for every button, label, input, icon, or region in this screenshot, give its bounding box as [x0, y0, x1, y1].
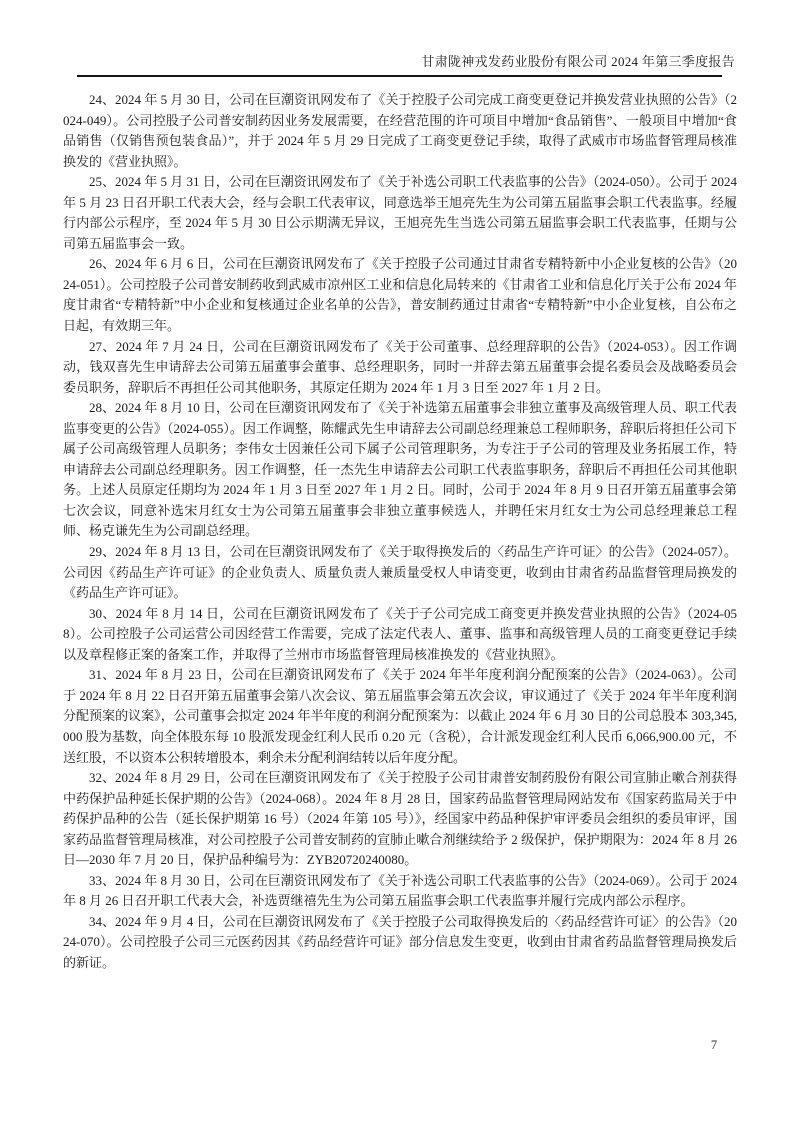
report-paragraph: 29、2024 年 8 月 13 日，公司在巨潮资讯网发布了《关于取得换发后的〈药品生产许可证〉的公告》（2024-057）。公司因《药品生产许可证》的企业负责人、质量负责人兼质量受权人申请变更，收到由甘肃省药品监督管理局换发的《药品生产许可证》。: [63, 544, 737, 601]
page-header: [63, 51, 737, 77]
report-paragraph: 31、2024 年 8 月 23 日，公司在巨潮资讯网发布了《关于 2024 年半年度利润分配预案的公告》（2024-063）。公司于 2024 年 8 月 22 日召开第五届董事会第八次会议、第五届监事会第五次会议，审议通过了《关于 2024 年半年度利润分配预案的议案》，公司董事会拟定 2024 年半年度的利润分配预案为：以截止 2024 年 6 月 30 日的公司总股本 303,345,000 股为基数，向全体股东每 10 股派发现金红利人民币 0.20 元（含税），合计派发现金红利人民币 6,066,900.00 元，不送红股，不以资本公积转增股本，剩余未分配利润结转以后年度分配。: [63, 667, 737, 765]
report-paragraph: 26、2024 年 6 月 6 日，公司在巨潮资讯网发布了《关于控股子公司通过甘肃省专精特新中小企业复核的公告》（2024-051）。公司控股子公司普安制药收到武威市凉州区工业和信息化局转来的《甘肃省工业和信息化厅关于公布 2024 年度甘肃省“专精特新”中小企业和复核通过企业名单的公告》，普安制药通过甘肃省“专精特新”中小企业复核，自公布之日起，有效期三年。: [63, 256, 737, 334]
report-paragraph: 34、2024 年 9 月 4 日，公司在巨潮资讯网发布了《关于控股子公司取得换发后的〈药品经营许可证〉的公告》（2024-070）。公司控股子公司三元医药因其《药品经营许可证》部分信息发生变更，收到由甘肃省药品监督管理局换发后的新证。: [63, 913, 737, 970]
report-paragraph: 25、2024 年 5 月 31 日，公司在巨潮资讯网发布了《关于补选公司职工代表监事的公告》（2024-050）。公司于 2024 年 5 月 23 日召开职工代表大会，经与会职工代表审议，同意选举王旭亮先生为公司第五届监事会职工代表监事。经履行内部公示程序，至 2024 年 5 月 30 日公示期满无异议，王旭亮先生当选公司第五届监事会职工代表监事，任期与公司第五届监事会一致。: [63, 174, 737, 251]
report-paragraph: 24、2024 年 5 月 30 日，公司在巨潮资讯网发布了《关于控股子公司完成工商变更登记并换发营业执照的公告》（2024-049）。公司控股子公司普安制药因业务发展需要，在经营范围的许可项目中增加“食品销售”、一般项目中增加“食品销售（仅销售预包装食品）”，并于 2024 年 5 月 29 日完成了工商变更登记手续，取得了武威市市场监督管理局核准换发的《营业执照》。: [63, 92, 737, 169]
report-paragraph: 30、2024 年 8 月 14 日，公司在巨潮资讯网发布了《关于子公司完成工商变更并换发营业执照的公告》（2024-058）。公司控股子公司运营公司因经营工作需要，完成了法定代表人、董事、监事和高级管理人员的工商变更登记手续以及章程修正案的备案工作，并取得了兰州市市场监督管理局核准换发的《营业执照》。: [63, 605, 737, 662]
report-paragraph: 28、2024 年 8 月 10 日，公司在巨潮资讯网发布了《关于补选第五届董事会非独立董事及高级管理人员、职工代表监事变更的公告》（2024-055）。因工作调整，陈耀武先生申请辞去公司副总经理兼总工程师职务，辞职后将担任公司下属子公司高级管理人员职务；李伟女士因兼任公司下属子公司管理职务，为专注于子公司的管理及业务拓展工作，特申请辞去公司副总经理职务。因工作调整，任一杰先生申请辞去公司职工代表监事职务，辞职后不再担任公司其他职务。上述人员原定任期均为 2024 年 1 月 3 日至 2027 年 1 月 2 日。同时，公司于 2024 年 8 月 9 日召开第五届董事会第七次会议，同意补选宋月红女士为公司第五届董事会非独立董事候选人，并聘任宋月红女士为公司总经理兼总工程师、杨克谦先生为公司副总经理。: [63, 400, 737, 539]
report-body: [63, 90, 737, 974]
report-paragraph: 27、2024 年 7 月 24 日，公司在巨潮资讯网发布了《关于公司董事、总经理辞职的公告》（2024-053）。因工作调动，钱双喜先生申请辞去公司第五届董事会董事、总经理职务，同时一并辞去第五届董事会提名委员会及战略委员会委员职务，辞职后不再担任公司其他职务，其原定任期为 2024 年 1 月 3 日至 2027 年 1 月 2 日。: [63, 338, 737, 395]
report-paragraph: 32、2024 年 8 月 29 日，公司在巨潮资讯网发布了《关于控股子公司甘肃普安制药股份有限公司宣肺止嗽合剂获得中药保护品种延长保护期的公告》（2024-068）。2024 年 8 月 28 日，国家药品监督管理局网站发布《国家药监局关于中药保护品种的公告（延长保护期第 16 号）（2024 年第 105 号）》，经国家中药品种保护审评委员会组织的委员审评，国家药品监督管理局核准，对公司控股子公司普安制药的宣肺止嗽合剂继续给予 2 级保护，保护期限为：2024 年 8 月 26 日—2030 年 7 月 20 日，保护品种编号为：ZYB20720240080。: [63, 770, 737, 868]
page-number: 7: [710, 1038, 718, 1052]
report-header-title: 甘肃陇神戎发药业股份有限公司 2024 年第三季度报告: [421, 54, 735, 69]
header-divider-line: [77, 75, 722, 77]
report-paragraph: 33、2024 年 8 月 30 日，公司在巨潮资讯网发布了《关于补选公司职工代表监事的公告》（2024-069）。公司于 2024 年 8 月 26 日召开职工代表大会，补选贾继禧先生为公司第五届监事会职工代表监事并履行完成内部公示程序。: [63, 872, 737, 909]
